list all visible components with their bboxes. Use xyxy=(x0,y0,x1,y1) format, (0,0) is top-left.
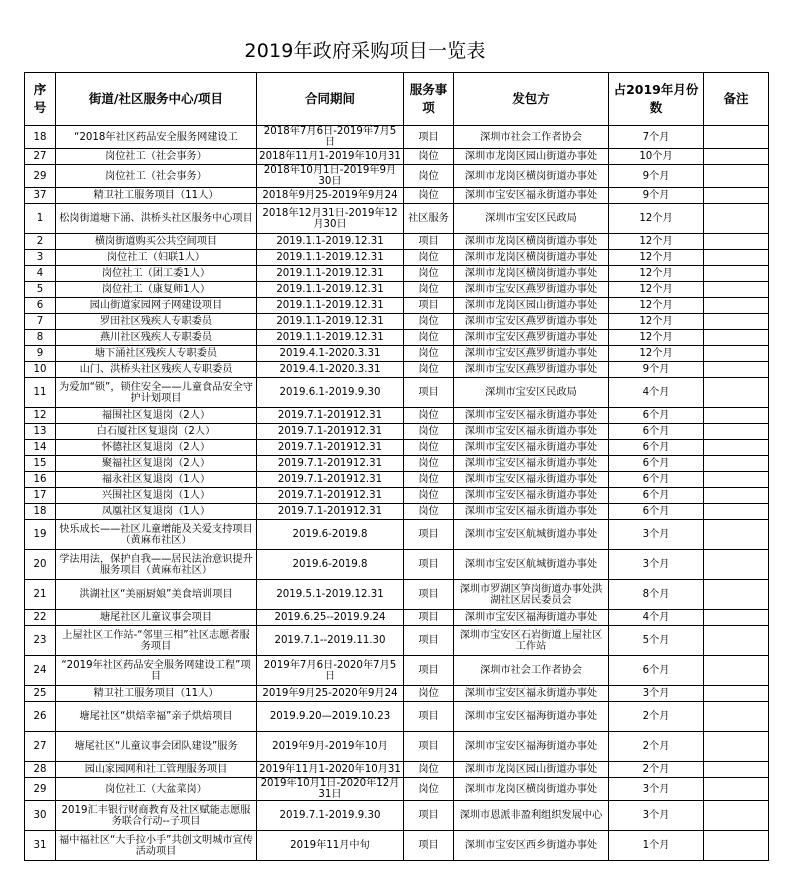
cell-seq: 11 xyxy=(25,378,56,408)
cell-contractor: 深圳市宝安区燕罗街道办事处 xyxy=(454,282,609,298)
cell-service-type: 项目 xyxy=(404,702,454,732)
cell-note xyxy=(704,762,769,778)
cell-seq: 28 xyxy=(25,762,56,778)
cell-period: 2019.7.1--2019.11.30 xyxy=(257,626,404,656)
cell-note xyxy=(704,472,769,488)
cell-note xyxy=(704,488,769,504)
cell-seq: 12 xyxy=(25,408,56,424)
cell-seq: 15 xyxy=(25,456,56,472)
cell-project: 岗位社工（康复师1人） xyxy=(56,282,257,298)
cell-note xyxy=(704,234,769,250)
cell-note xyxy=(704,330,769,346)
cell-contractor: 深圳市龙岗区园山街道办事处 xyxy=(454,149,609,165)
table-row xyxy=(25,250,769,266)
cell-seq: 1 xyxy=(25,204,56,234)
table-header-row xyxy=(25,73,769,126)
cell-note xyxy=(704,126,769,149)
column-header-contractor: 发包方 xyxy=(454,73,609,126)
cell-contractor: 深圳市宝安区燕罗街道办事处 xyxy=(454,330,609,346)
cell-months: 5个月 xyxy=(609,626,704,656)
table-row xyxy=(25,314,769,330)
cell-period: 2019.1.1-2019.12.31 xyxy=(257,314,404,330)
cell-period: 2019.6.25--2019.9.24 xyxy=(257,610,404,626)
document-title: 2019年政府采购项目一览表 xyxy=(244,40,486,62)
cell-seq: 18 xyxy=(25,504,56,520)
cell-service-type: 项目 xyxy=(404,831,454,861)
table-row xyxy=(25,346,769,362)
table-row xyxy=(25,424,769,440)
table-row xyxy=(25,801,769,831)
cell-months: 3个月 xyxy=(609,550,704,580)
cell-contractor: 深圳市社会工作者协会 xyxy=(454,656,609,686)
cell-months: 8个月 xyxy=(609,580,704,610)
cell-service-type: 岗位 xyxy=(404,778,454,801)
table-row xyxy=(25,188,769,204)
cell-project: 岗位社工（大盆菜岗） xyxy=(56,778,257,801)
table-row xyxy=(25,440,769,456)
cell-note xyxy=(704,282,769,298)
cell-months: 6个月 xyxy=(609,472,704,488)
cell-contractor: 深圳市宝安区福海街道办事处 xyxy=(454,702,609,732)
cell-months: 4个月 xyxy=(609,610,704,626)
cell-seq: 2 xyxy=(25,234,56,250)
cell-service-type: 岗位 xyxy=(404,686,454,702)
cell-months: 6个月 xyxy=(609,408,704,424)
cell-note xyxy=(704,610,769,626)
cell-seq: 4 xyxy=(25,266,56,282)
cell-note xyxy=(704,656,769,686)
cell-period: 2019年10月1日-2020年12月31日 xyxy=(257,778,404,801)
cell-contractor: 深圳市宝安区福海街道办事处 xyxy=(454,610,609,626)
cell-contractor: 深圳市龙岗区园山街道办事处 xyxy=(454,298,609,314)
cell-service-type: 岗位 xyxy=(404,362,454,378)
cell-project: 精卫社工服务项目（11人） xyxy=(56,686,257,702)
cell-seq: 19 xyxy=(25,520,56,550)
cell-period: 2019.9.20—2019.10.23 xyxy=(257,702,404,732)
cell-months: 3个月 xyxy=(609,778,704,801)
cell-seq: 5 xyxy=(25,282,56,298)
cell-period: 2018年12月31日-2019年12月30日 xyxy=(257,204,404,234)
cell-service-type: 岗位 xyxy=(404,408,454,424)
cell-seq: 31 xyxy=(25,831,56,861)
cell-project: 园山家园网和社工管理服务项目 xyxy=(56,762,257,778)
table-row xyxy=(25,282,769,298)
cell-note xyxy=(704,408,769,424)
cell-months: 9个月 xyxy=(609,165,704,188)
cell-months: 6个月 xyxy=(609,488,704,504)
cell-note xyxy=(704,362,769,378)
table-row xyxy=(25,626,769,656)
cell-months: 1个月 xyxy=(609,831,704,861)
cell-service-type: 项目 xyxy=(404,378,454,408)
table-row xyxy=(25,762,769,778)
cell-seq: 27 xyxy=(25,732,56,762)
cell-seq: 22 xyxy=(25,610,56,626)
cell-period: 2018年9月25-2019年9月24 xyxy=(257,188,404,204)
cell-contractor: 深圳市罗湖区笋岗街道办事处洪湖社区居民委员会 xyxy=(454,580,609,610)
cell-seq: 3 xyxy=(25,250,56,266)
cell-project: 岗位社工（妇联1人） xyxy=(56,250,257,266)
cell-months: 2个月 xyxy=(609,762,704,778)
table-row xyxy=(25,488,769,504)
cell-note xyxy=(704,266,769,282)
cell-note xyxy=(704,298,769,314)
cell-period: 2019.4.1-2020.3.31 xyxy=(257,362,404,378)
cell-seq: 20 xyxy=(25,550,56,580)
cell-service-type: 项目 xyxy=(404,520,454,550)
cell-months: 12个月 xyxy=(609,346,704,362)
cell-service-type: 项目 xyxy=(404,656,454,686)
cell-project: 洪湖社区“美丽厨娘”美食培训项目 xyxy=(56,580,257,610)
cell-service-type: 岗位 xyxy=(404,250,454,266)
cell-service-type: 岗位 xyxy=(404,504,454,520)
cell-seq: 17 xyxy=(25,488,56,504)
cell-project: 怀德社区复退岗（2人） xyxy=(56,440,257,456)
table-row xyxy=(25,362,769,378)
cell-contractor: 深圳市宝安区燕罗街道办事处 xyxy=(454,362,609,378)
cell-contractor: 深圳市宝安区福永街道办事处 xyxy=(454,424,609,440)
cell-period: 2019.5.1-2019.12.31 xyxy=(257,580,404,610)
cell-seq: 18 xyxy=(25,126,56,149)
cell-months: 12个月 xyxy=(609,204,704,234)
cell-period: 2019.7.1-201912.31 xyxy=(257,424,404,440)
cell-contractor: 深圳市宝安区西乡街道办事处 xyxy=(454,831,609,861)
cell-contractor: 深圳市宝安区石岩街道上屋社区工作站 xyxy=(454,626,609,656)
column-header-seq: 序号 xyxy=(25,73,56,126)
cell-project: 学法用法，保护自我——居民法治意识提升服务项目（黄麻布社区） xyxy=(56,550,257,580)
cell-contractor: 深圳市宝安区燕罗街道办事处 xyxy=(454,346,609,362)
cell-service-type: 岗位 xyxy=(404,424,454,440)
column-header-period: 合同期间 xyxy=(257,73,404,126)
cell-note xyxy=(704,378,769,408)
cell-service-type: 岗位 xyxy=(404,488,454,504)
table-row xyxy=(25,702,769,732)
cell-months: 3个月 xyxy=(609,801,704,831)
cell-note xyxy=(704,165,769,188)
cell-note xyxy=(704,314,769,330)
cell-period: 2019.7.1-201912.31 xyxy=(257,456,404,472)
cell-months: 6个月 xyxy=(609,504,704,520)
table-row xyxy=(25,831,769,861)
cell-service-type: 岗位 xyxy=(404,314,454,330)
column-header-service-type: 服务事项 xyxy=(404,73,454,126)
cell-project: 塘尾社区“儿童议事会团队建设”服务 xyxy=(56,732,257,762)
cell-contractor: 深圳市龙岗区园山街道办事处 xyxy=(454,762,609,778)
cell-seq: 24 xyxy=(25,656,56,686)
cell-project: 凤凰社区复退岗（1人） xyxy=(56,504,257,520)
cell-contractor: 深圳市宝安区航城街道办事处 xyxy=(454,550,609,580)
cell-service-type: 项目 xyxy=(404,626,454,656)
table-row xyxy=(25,330,769,346)
cell-months: 6个月 xyxy=(609,456,704,472)
cell-contractor: 深圳市宝安区福永街道办事处 xyxy=(454,408,609,424)
cell-period: 2019.1.1-2019.12.31 xyxy=(257,282,404,298)
cell-months: 12个月 xyxy=(609,314,704,330)
cell-contractor: 深圳市龙岗区横岗街道办事处 xyxy=(454,266,609,282)
cell-period: 2019.7.1-201912.31 xyxy=(257,488,404,504)
cell-note xyxy=(704,250,769,266)
column-header-months: 占2019年月份数 xyxy=(609,73,704,126)
cell-service-type: 岗位 xyxy=(404,346,454,362)
table-row xyxy=(25,504,769,520)
table-body xyxy=(25,126,769,861)
cell-months: 3个月 xyxy=(609,686,704,702)
cell-project: 为爱加“锁”，锁住安全——儿童食品安全守护计划项目 xyxy=(56,378,257,408)
cell-period: 2019年11月1-2020年10月31 xyxy=(257,762,404,778)
cell-service-type: 项目 xyxy=(404,580,454,610)
cell-period: 2019.1.1-2019.12.31 xyxy=(257,250,404,266)
cell-project: 岗位社工（社会事务） xyxy=(56,149,257,165)
cell-months: 2个月 xyxy=(609,732,704,762)
cell-seq: 13 xyxy=(25,424,56,440)
column-header-project: 街道/社区服务中心/项目 xyxy=(56,73,257,126)
table-row xyxy=(25,165,769,188)
cell-project: 上屋社区工作站-“邻里三相”社区志愿者服务项目 xyxy=(56,626,257,656)
cell-contractor: 深圳市宝安区民政局 xyxy=(454,204,609,234)
cell-service-type: 项目 xyxy=(404,126,454,149)
cell-project: 塘尾社区“烘焙幸福”亲子烘焙项目 xyxy=(56,702,257,732)
cell-project: 园山街道家园网子网建设项目 xyxy=(56,298,257,314)
cell-period: 2019.7.1-201912.31 xyxy=(257,472,404,488)
cell-contractor: 深圳市宝安区民政局 xyxy=(454,378,609,408)
cell-project: 聚福社区复退岗（2人） xyxy=(56,456,257,472)
cell-period: 2019.1.1-2019.12.31 xyxy=(257,298,404,314)
cell-seq: 6 xyxy=(25,298,56,314)
cell-seq: 29 xyxy=(25,778,56,801)
cell-contractor: 深圳市龙岗区横岗街道办事处 xyxy=(454,165,609,188)
cell-note xyxy=(704,440,769,456)
cell-contractor: 深圳市宝安区福永街道办事处 xyxy=(454,472,609,488)
cell-contractor: 深圳市宝安区福永街道办事处 xyxy=(454,188,609,204)
cell-seq: 29 xyxy=(25,165,56,188)
table-row xyxy=(25,472,769,488)
cell-period: 2019.6-2019.8 xyxy=(257,520,404,550)
cell-months: 12个月 xyxy=(609,234,704,250)
cell-seq: 14 xyxy=(25,440,56,456)
table-row xyxy=(25,656,769,686)
cell-service-type: 岗位 xyxy=(404,472,454,488)
cell-note xyxy=(704,626,769,656)
cell-project: 塘尾社区儿童议事会项目 xyxy=(56,610,257,626)
cell-seq: 8 xyxy=(25,330,56,346)
cell-note xyxy=(704,346,769,362)
cell-months: 2个月 xyxy=(609,702,704,732)
cell-seq: 23 xyxy=(25,626,56,656)
cell-note xyxy=(704,204,769,234)
cell-service-type: 项目 xyxy=(404,234,454,250)
cell-service-type: 岗位 xyxy=(404,266,454,282)
table-row xyxy=(25,686,769,702)
cell-period: 2019.1.1-2019.12.31 xyxy=(257,330,404,346)
cell-months: 6个月 xyxy=(609,440,704,456)
cell-months: 12个月 xyxy=(609,298,704,314)
cell-period: 2019.4.1-2020.3.31 xyxy=(257,346,404,362)
table-row xyxy=(25,298,769,314)
cell-period: 2018年11月1-2019年10月31 xyxy=(257,149,404,165)
cell-contractor: 深圳市宝安区福永街道办事处 xyxy=(454,686,609,702)
table-row xyxy=(25,580,769,610)
cell-period: 2018年7月6日-2019年7月5日 xyxy=(257,126,404,149)
cell-period: 2019年11月中旬 xyxy=(257,831,404,861)
table-row xyxy=(25,126,769,149)
cell-contractor: 深圳市宝安区福永街道办事处 xyxy=(454,488,609,504)
cell-period: 2019.6.1-2019.9.30 xyxy=(257,378,404,408)
cell-service-type: 岗位 xyxy=(404,762,454,778)
cell-project: 岗位社工（团工委1人） xyxy=(56,266,257,282)
cell-months: 9个月 xyxy=(609,188,704,204)
cell-contractor: 深圳市社会工作者协会 xyxy=(454,126,609,149)
cell-period: 2019.7.1-2019.9.30 xyxy=(257,801,404,831)
cell-months: 10个月 xyxy=(609,149,704,165)
table-row xyxy=(25,610,769,626)
cell-note xyxy=(704,520,769,550)
cell-period: 2019.1.1-2019.12.31 xyxy=(257,234,404,250)
cell-service-type: 岗位 xyxy=(404,165,454,188)
table-row xyxy=(25,520,769,550)
cell-contractor: 深圳市宝安区航城街道办事处 xyxy=(454,520,609,550)
cell-period: 2019.7.1-201912.31 xyxy=(257,408,404,424)
table-row xyxy=(25,378,769,408)
cell-note xyxy=(704,686,769,702)
table-row xyxy=(25,149,769,165)
cell-service-type: 岗位 xyxy=(404,149,454,165)
cell-service-type: 项目 xyxy=(404,801,454,831)
cell-project: 2019汇丰银行财商教育及社区赋能志愿服务联合行动--子项目 xyxy=(56,801,257,831)
table-row xyxy=(25,550,769,580)
cell-period: 2019.7.1-201912.31 xyxy=(257,504,404,520)
cell-project: 山门、洪桥头社区残疾人专职委员 xyxy=(56,362,257,378)
cell-note xyxy=(704,550,769,580)
table-row xyxy=(25,204,769,234)
cell-seq: 7 xyxy=(25,314,56,330)
cell-note xyxy=(704,456,769,472)
cell-note xyxy=(704,580,769,610)
cell-note xyxy=(704,149,769,165)
table-row xyxy=(25,456,769,472)
cell-project: 精卫社工服务项目（11人） xyxy=(56,188,257,204)
cell-months: 12个月 xyxy=(609,266,704,282)
table-row xyxy=(25,778,769,801)
cell-contractor: 深圳市宝安区福海街道办事处 xyxy=(454,732,609,762)
cell-service-type: 岗位 xyxy=(404,440,454,456)
cell-contractor: 深圳市宝安区燕罗街道办事处 xyxy=(454,314,609,330)
cell-project: 松岗街道塘下涌、洪桥头社区服务中心项目 xyxy=(56,204,257,234)
cell-project: “2019年社区药品安全服务网建设工程”项目 xyxy=(56,656,257,686)
cell-service-type: 岗位 xyxy=(404,282,454,298)
cell-months: 6个月 xyxy=(609,656,704,686)
cell-project: 白石厦社区复退岗（2人） xyxy=(56,424,257,440)
cell-project: 福中福社区“大手拉小手”共创文明城市宣传活动项目 xyxy=(56,831,257,861)
cell-period: 2019.7.1-201912.31 xyxy=(257,440,404,456)
cell-period: 2018年10月1日-2019年9月30日 xyxy=(257,165,404,188)
cell-service-type: 项目 xyxy=(404,732,454,762)
cell-project: 岗位社工（社会事务） xyxy=(56,165,257,188)
table-row xyxy=(25,408,769,424)
cell-months: 6个月 xyxy=(609,424,704,440)
cell-note xyxy=(704,188,769,204)
table-row xyxy=(25,234,769,250)
procurement-table xyxy=(24,72,769,861)
cell-contractor: 深圳市宝安区福永街道办事处 xyxy=(454,440,609,456)
cell-project: 横岗街道购买公共空间项目 xyxy=(56,234,257,250)
cell-period: 2019年7月6日-2020年7月5日 xyxy=(257,656,404,686)
cell-months: 12个月 xyxy=(609,250,704,266)
cell-project: 塘下涌社区残疾人专职委员 xyxy=(56,346,257,362)
cell-service-type: 项目 xyxy=(404,610,454,626)
cell-project: 罗田社区残疾人专职委员 xyxy=(56,314,257,330)
cell-period: 2019年9月25-2020年9月24 xyxy=(257,686,404,702)
cell-seq: 16 xyxy=(25,472,56,488)
cell-seq: 26 xyxy=(25,702,56,732)
cell-note xyxy=(704,424,769,440)
cell-project: 福永社区复退岗（1人） xyxy=(56,472,257,488)
cell-seq: 37 xyxy=(25,188,56,204)
cell-project: 兴围社区复退岗（1人） xyxy=(56,488,257,504)
table-row xyxy=(25,266,769,282)
cell-note xyxy=(704,831,769,861)
cell-months: 4个月 xyxy=(609,378,704,408)
cell-period: 2019年9月-2019年10月 xyxy=(257,732,404,762)
cell-contractor: 深圳市龙岗区横岗街道办事处 xyxy=(454,234,609,250)
cell-seq: 25 xyxy=(25,686,56,702)
cell-project: “2018年社区药品安全服务网建设工 xyxy=(56,126,257,149)
cell-note xyxy=(704,778,769,801)
table-row xyxy=(25,732,769,762)
cell-service-type: 项目 xyxy=(404,298,454,314)
cell-note xyxy=(704,732,769,762)
cell-project: 快乐成长——社区儿童增能及关爱支持项目（黄麻布社区） xyxy=(56,520,257,550)
cell-contractor: 深圳市龙岗区横岗街道办事处 xyxy=(454,250,609,266)
cell-contractor: 深圳市宝安区福永街道办事处 xyxy=(454,456,609,472)
cell-months: 9个月 xyxy=(609,362,704,378)
cell-project: 福围社区复退岗（2人） xyxy=(56,408,257,424)
cell-project: 燕川社区残疾人专职委员 xyxy=(56,330,257,346)
cell-service-type: 社区服务 xyxy=(404,204,454,234)
cell-seq: 21 xyxy=(25,580,56,610)
cell-period: 2019.6-2019.8 xyxy=(257,550,404,580)
cell-note xyxy=(704,702,769,732)
cell-seq: 10 xyxy=(25,362,56,378)
column-header-note: 备注 xyxy=(704,73,769,126)
cell-service-type: 项目 xyxy=(404,550,454,580)
cell-months: 7个月 xyxy=(609,126,704,149)
cell-service-type: 岗位 xyxy=(404,188,454,204)
cell-period: 2019.1.1-2019.12.31 xyxy=(257,266,404,282)
cell-seq: 27 xyxy=(25,149,56,165)
cell-months: 3个月 xyxy=(609,520,704,550)
cell-seq: 9 xyxy=(25,346,56,362)
cell-service-type: 岗位 xyxy=(404,330,454,346)
cell-contractor: 深圳市宝安区福永街道办事处 xyxy=(454,504,609,520)
cell-contractor: 深圳市恩派非盈利组织发展中心 xyxy=(454,801,609,831)
cell-contractor: 深圳市龙岗区横岗街道办事处 xyxy=(454,778,609,801)
cell-service-type: 岗位 xyxy=(404,456,454,472)
cell-seq: 30 xyxy=(25,801,56,831)
cell-months: 12个月 xyxy=(609,330,704,346)
cell-note xyxy=(704,801,769,831)
cell-note xyxy=(704,504,769,520)
cell-months: 12个月 xyxy=(609,282,704,298)
